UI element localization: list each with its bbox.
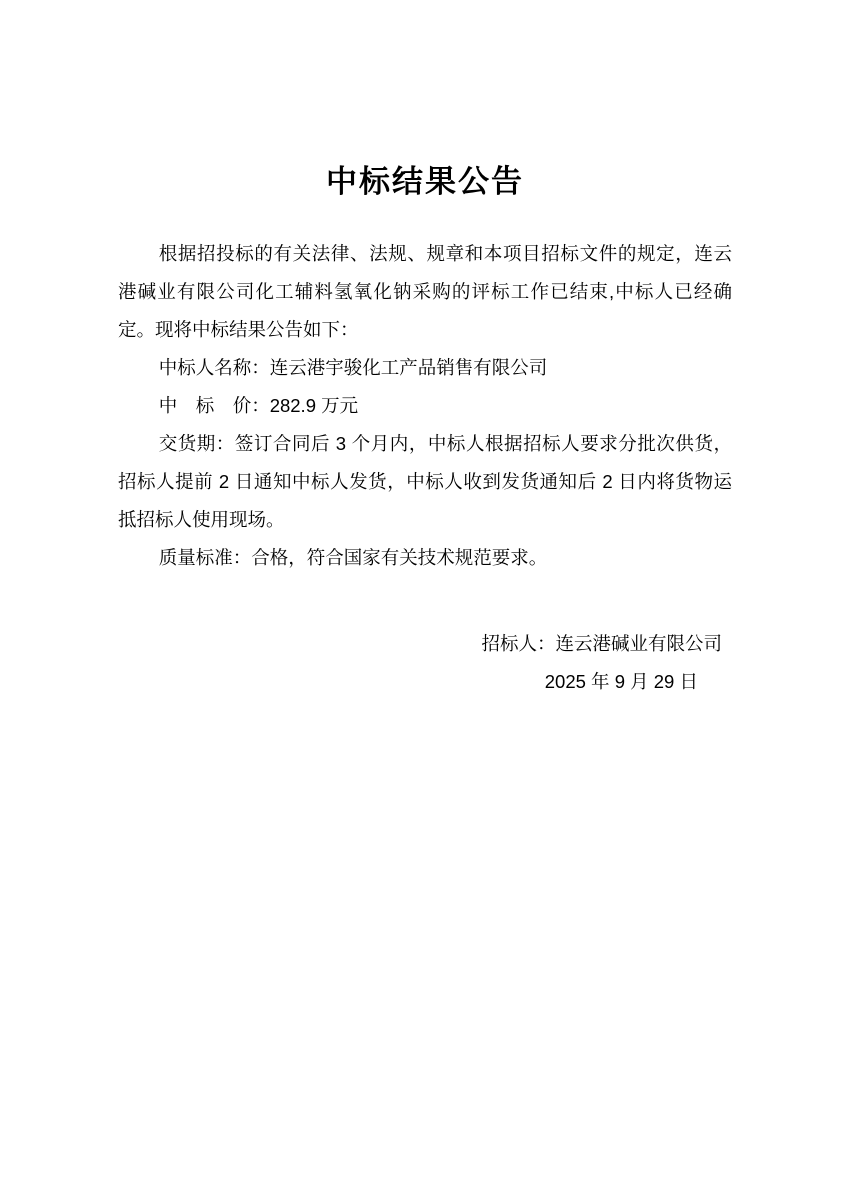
- paragraph-quality-standard: 质量标准：合格，符合国家有关技术规范要求。: [158, 546, 548, 568]
- signature-date: 2025 年 9 月 29 日: [544, 670, 698, 692]
- field-winner-name: 中标人名称：连云港宇骏化工产品销售有限公司: [158, 357, 548, 379]
- field-winning-price: 中 标 价：282.9 万元: [158, 395, 359, 417]
- page-title: 中标结果公告: [326, 164, 524, 199]
- document-content: [118, 0, 732, 701]
- paragraph-intro: 根据招投标的有关法律、法规、规章和本项目招标文件的规定，连云港碱业有限公司化工辅料氢氧化钠采购的评标工作已结束,中标人已经确定。现将中标结果公告如下：: [118, 243, 732, 341]
- signature-issuer: 招标人：连云港碱业有限公司: [481, 632, 722, 654]
- signature-block: [118, 625, 732, 701]
- paragraph-delivery-terms: 交货期：签订合同后 3 个月内，中标人根据招标人要求分批次供货，招标人提前 2 日通知中标人发货，中标人收到发货通知后 2 日内将货物运抵招标人使用现场。: [118, 433, 732, 530]
- document-body: [118, 235, 732, 576]
